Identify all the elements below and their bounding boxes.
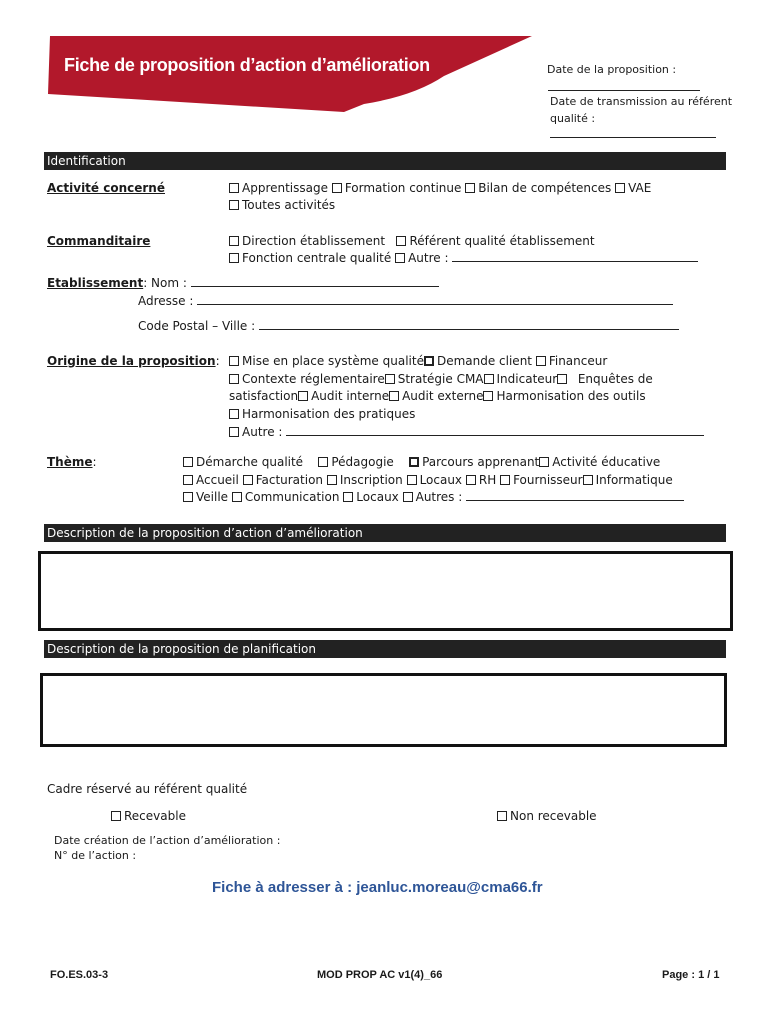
- contexte-reglementaire-checkbox[interactable]: [229, 374, 239, 384]
- nom-label: : Nom :: [143, 276, 191, 290]
- financeur-label: Financeur: [548, 354, 608, 368]
- recevable-row: [111, 809, 186, 823]
- enquetes-label: Enquêtes de: [577, 372, 653, 386]
- audit-interne-checkbox[interactable]: [298, 391, 308, 401]
- pedagogie-checkbox[interactable]: [318, 457, 328, 467]
- apprentissage-checkbox[interactable]: [229, 183, 239, 193]
- demande-client-checkbox[interactable]: [424, 356, 434, 366]
- toutes-activites-label: Toutes activités: [242, 198, 336, 212]
- origine-row2: [229, 372, 653, 386]
- accueil-checkbox[interactable]: [183, 475, 193, 485]
- activite-label: Activité concerné: [47, 181, 165, 195]
- fonction-centrale-checkbox[interactable]: [229, 253, 239, 263]
- autres-theme-checkbox[interactable]: [403, 492, 413, 502]
- systeme-qualite-label: Mise en place système qualité: [242, 354, 424, 368]
- parcours-apprenant-label: Parcours apprenant: [422, 455, 540, 469]
- description-planification-textarea[interactable]: [40, 673, 727, 747]
- origine-row5: [229, 425, 704, 439]
- autres-theme-label: Autres :: [415, 490, 467, 504]
- non-recevable-label: Non recevable: [510, 809, 597, 823]
- etablissement-row: [47, 276, 439, 290]
- autre-origine-label: Autre :: [242, 425, 287, 439]
- code-postal-field[interactable]: [259, 319, 679, 330]
- audit-externe-label: Audit externe: [402, 389, 484, 403]
- footer-model: MOD PROP AC v1(4)_66: [317, 969, 443, 981]
- locaux-checkbox[interactable]: [407, 475, 417, 485]
- contact-email-text: Fiche à adresser à : jeanluc.moreau@cma66.fr: [212, 879, 543, 896]
- referent-qualite-label: Référent qualité établissement: [409, 234, 595, 248]
- recevable-checkbox[interactable]: [111, 811, 121, 821]
- demande-client-label: Demande client: [436, 354, 532, 368]
- indicateur-checkbox[interactable]: [484, 374, 494, 384]
- direction-checkbox[interactable]: [229, 236, 239, 246]
- theme-row3: [183, 490, 684, 504]
- demarche-qualite-label: Démarche qualité: [196, 455, 304, 469]
- toutes-activites-checkbox[interactable]: [229, 200, 239, 210]
- date-transmission-label: Date de transmission au référent: [550, 95, 733, 108]
- informatique-checkbox[interactable]: [583, 475, 593, 485]
- commanditaire-row1: [229, 234, 595, 248]
- autres-theme-field[interactable]: [466, 490, 684, 501]
- identification-header: Identification: [44, 152, 726, 170]
- inscription-checkbox[interactable]: [327, 475, 337, 485]
- date-creation-label: Date création de l’action d’amélioration :: [54, 834, 281, 847]
- code-postal-row: [138, 319, 679, 333]
- theme-label: Thème: [47, 455, 93, 469]
- origine-label: Origine de la proposition: [47, 354, 216, 368]
- page-title: Fiche de proposition d’action d’amélioration: [64, 55, 430, 75]
- satisfaction-label: satisfaction: [229, 389, 299, 403]
- fournisseur-checkbox[interactable]: [500, 475, 510, 485]
- veille-label: Veille: [196, 490, 229, 504]
- autre-origine-field[interactable]: [286, 425, 704, 436]
- recevable-label: Recevable: [124, 809, 186, 823]
- footer-ref: FO.ES.03-3: [50, 969, 109, 981]
- origine-row4: [229, 407, 415, 421]
- autre-commanditaire-checkbox[interactable]: [395, 253, 405, 263]
- theme-row1: [183, 455, 660, 469]
- parcours-apprenant-checkbox[interactable]: [409, 457, 419, 467]
- vae-checkbox[interactable]: [615, 183, 625, 193]
- activite-options-row1: [229, 181, 651, 195]
- cadre-label: Cadre réservé au référent qualité: [47, 782, 248, 796]
- adresse-label: Adresse :: [138, 294, 198, 308]
- formation-continue-label: Formation continue: [344, 181, 462, 195]
- communication-checkbox[interactable]: [232, 492, 242, 502]
- enquetes-checkbox[interactable]: [557, 374, 567, 384]
- etablissement-label: Etablissement: [47, 276, 144, 290]
- audit-externe-checkbox[interactable]: [389, 391, 399, 401]
- adresse-field[interactable]: [197, 294, 673, 305]
- harmonisation-pratiques-label: Harmonisation des pratiques: [242, 407, 416, 421]
- harmonisation-outils-checkbox[interactable]: [483, 391, 493, 401]
- origine-label-wrap: Origine de la proposition:: [47, 354, 220, 368]
- commanditaire-row2: [229, 251, 698, 265]
- description-action-header: Description de la proposition d’action d’amélioration: [44, 524, 726, 542]
- strategie-cma-checkbox[interactable]: [385, 374, 395, 384]
- pedagogie-label: Pédagogie: [331, 455, 394, 469]
- bilan-competences-checkbox[interactable]: [465, 183, 475, 193]
- date-transmission-label-2: qualité :: [550, 112, 596, 125]
- theme-label-wrap: Thème:: [47, 455, 97, 469]
- adresse-row: [138, 294, 673, 308]
- audit-interne-label: Audit interne: [311, 389, 390, 403]
- autre-origine-checkbox[interactable]: [229, 427, 239, 437]
- harmonisation-pratiques-checkbox[interactable]: [229, 409, 239, 419]
- rh-checkbox[interactable]: [466, 475, 476, 485]
- facturation-label: Facturation: [255, 473, 324, 487]
- veille-checkbox[interactable]: [183, 492, 193, 502]
- date-proposition-label: Date de la proposition :: [547, 63, 677, 76]
- non-recevable-checkbox[interactable]: [497, 811, 507, 821]
- indicateur-label: Indicateur: [496, 372, 558, 386]
- date-proposition-field[interactable]: [548, 80, 700, 91]
- description-planification-header: Description de la proposition de planification: [44, 640, 726, 658]
- origine-row1: [229, 354, 607, 368]
- accueil-label: Accueil: [196, 473, 239, 487]
- autre-commanditaire-field[interactable]: [452, 251, 698, 262]
- facturation-checkbox[interactable]: [243, 475, 253, 485]
- bilan-competences-label: Bilan de compétences: [478, 181, 612, 195]
- apprentissage-label: Apprentissage: [242, 181, 328, 195]
- code-postal-label: Code Postal – Ville :: [138, 319, 259, 333]
- rh-label: RH: [478, 473, 497, 487]
- locaux-2-checkbox[interactable]: [343, 492, 353, 502]
- activite-educative-checkbox[interactable]: [539, 457, 549, 467]
- locaux-2-label: Locaux: [356, 490, 399, 504]
- description-action-textarea[interactable]: [38, 551, 733, 631]
- harmonisation-outils-label: Harmonisation des outils: [496, 389, 646, 403]
- informatique-label: Informatique: [595, 473, 673, 487]
- activite-educative-label: Activité éducative: [552, 455, 661, 469]
- formation-continue-checkbox[interactable]: [332, 183, 342, 193]
- fonction-centrale-label: Fonction centrale qualité: [242, 251, 392, 265]
- inscription-label: Inscription: [339, 473, 403, 487]
- demarche-qualite-checkbox[interactable]: [183, 457, 193, 467]
- strategie-cma-label: Stratégie CMA: [397, 372, 484, 386]
- contexte-reglementaire-label: Contexte réglementaire: [242, 372, 385, 386]
- footer-page: Page : 1 / 1: [662, 969, 720, 981]
- nom-field[interactable]: [191, 276, 439, 287]
- num-action-label: N° de l’action :: [54, 849, 137, 862]
- vae-label: VAE: [628, 181, 652, 195]
- systeme-qualite-checkbox[interactable]: [229, 356, 239, 366]
- non-recevable-row: [497, 809, 597, 823]
- financeur-checkbox[interactable]: [536, 356, 546, 366]
- locaux-label: Locaux: [419, 473, 463, 487]
- activite-options-row2: [229, 198, 335, 212]
- direction-label: Direction établissement: [242, 234, 386, 248]
- date-transmission-field[interactable]: [550, 127, 716, 138]
- origine-row3: [229, 389, 646, 403]
- communication-label: Communication: [244, 490, 340, 504]
- theme-row2: [183, 473, 673, 487]
- commanditaire-label: Commanditaire: [47, 234, 151, 248]
- autre-commanditaire-label: Autre :: [408, 251, 453, 265]
- referent-qualite-checkbox[interactable]: [396, 236, 406, 246]
- fournisseur-label: Fournisseur: [513, 473, 583, 487]
